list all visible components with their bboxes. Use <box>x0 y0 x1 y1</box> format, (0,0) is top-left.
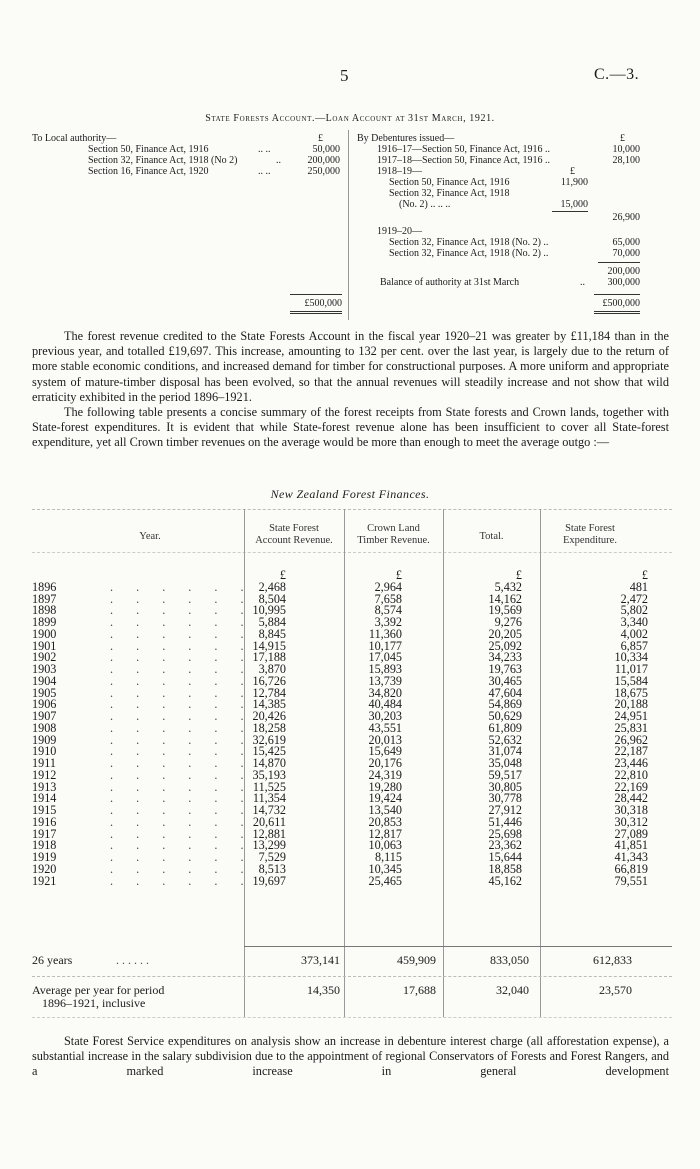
leader-dots: . . . . . . <box>110 861 254 876</box>
state-forest-revenue-cell: 11,525 <box>252 779 286 794</box>
expenditure-cell: 4,002 <box>620 626 648 641</box>
right-total: £500,000 <box>602 298 640 309</box>
left-item-amount: 250,000 <box>307 166 340 177</box>
crown-timber-revenue-cell: 20,853 <box>368 814 402 829</box>
year-cell: 1900 <box>32 626 57 641</box>
to-local-authority-label: To Local authority— <box>32 133 117 144</box>
expenditure-cell: 20,188 <box>614 697 648 712</box>
year-cell: 1904 <box>32 673 57 688</box>
crown-timber-revenue-cell: 15,649 <box>368 744 402 759</box>
crown-timber-revenue-cell: 10,177 <box>368 638 402 653</box>
expenditure-cell: 11,017 <box>614 662 648 676</box>
table-title: New Zealand Forest Finances. <box>270 487 430 501</box>
leader-dots: . . . . . . <box>110 603 254 618</box>
total-label: 26 years <box>32 953 73 967</box>
expenditure-cell: 41,851 <box>614 838 648 853</box>
year-cell: 1897 <box>32 591 57 606</box>
item-1919-amount: 65,000 <box>612 237 640 248</box>
item-1919-label: Section 32, Finance Act, 1918 (No. 2) .. <box>389 237 549 248</box>
crown-timber-revenue-cell: 10,063 <box>368 838 402 853</box>
total-cell: 9,276 <box>494 615 522 629</box>
left-item-amount: 50,000 <box>312 144 340 155</box>
crown-timber-revenue-cell: 24,319 <box>368 767 402 782</box>
currency-symbol: £ <box>641 568 648 582</box>
paragraph: The forest revenue credited to the State Forests Account in the fiscal year 1920–21 was greater by £11,184 than in the previous year, and totalled £19,697. This increase, amounting to 132 per cent. over the last year, is largely due to the return of more stable economic conditions, and increased demand for timber for constructional purposes. A more uniform and appropriate system of mature-timber disposal has been evolved, so that the annual revenues will steadily increase and not show that wild erraticity exhibited in the period 1896–1921. <box>32 329 669 404</box>
crown-timber-revenue-cell: 11,360 <box>368 626 402 641</box>
state-forest-revenue-cell: 10,995 <box>252 603 286 618</box>
leader-dots: . . . . . . <box>110 720 254 735</box>
right-line-amount: 10,000 <box>612 144 640 155</box>
year-cell: 1921 <box>32 873 57 888</box>
crown-timber-revenue-cell: 30,203 <box>368 709 402 723</box>
expenditure-cell: 66,819 <box>614 861 648 876</box>
total-cell: 25,092 <box>488 638 522 653</box>
leader-dots: . . . . . . <box>110 767 254 782</box>
crown-timber-revenue-cell: 20,176 <box>368 756 402 770</box>
state-forest-revenue-cell: 32,619 <box>252 732 286 747</box>
state-forest-revenue-cell: 8,504 <box>258 591 286 606</box>
leader-dots: . . . . . . <box>110 732 254 747</box>
right-currency-symbol: £ <box>620 133 625 144</box>
leader-dots: . . . . . . <box>110 638 254 653</box>
state-forest-revenue-cell: 16,726 <box>252 673 286 688</box>
left-total-rule <box>290 294 342 295</box>
total-cell: 19,763 <box>488 662 522 676</box>
crown-timber-revenue-cell: 7,658 <box>374 591 402 606</box>
total-value: 459,909 <box>397 953 436 967</box>
total-top-rule <box>244 946 672 947</box>
year-cell: 1908 <box>32 720 57 735</box>
total-cell: 27,912 <box>488 803 522 817</box>
crown-timber-revenue-cell: 19,424 <box>368 791 402 806</box>
state-forest-revenue-cell: 2,468 <box>258 579 286 594</box>
year-cell: 1898 <box>32 603 57 618</box>
average-value: 32,040 <box>496 983 529 997</box>
leader-dots: . . . . . . <box>110 744 254 759</box>
paragraph: The following table presents a concise summary of the forest receipts from State forests and Crown lands, together with State-forest expenditures. It is evident that while State-forest revenue alone has been insufficient to cover all State-forest expenditure, yet all Crown timber revenues on the average would be more than enough to meet the average outgo :— <box>32 405 669 450</box>
total-cell: 20,205 <box>488 626 522 641</box>
state-forest-revenue-cell: 20,426 <box>252 709 286 723</box>
right-subtotal: 200,000 <box>607 266 640 277</box>
header-crown-land-line1: Crown Land <box>367 523 420 534</box>
leader-dots: . . . . . . <box>110 803 254 817</box>
total-cell: 47,604 <box>488 685 522 700</box>
year-cell: 1896 <box>32 579 57 594</box>
table-header-rule <box>32 552 672 553</box>
total-dots: . . . . . . <box>116 953 149 967</box>
closing-paragraph: State Forest Service expenditures on analysis show an increase in debenture interest charge (all afforestation expense), a substantial increase in the salary subdivision due to the appointment of regional Conservators of Forests and Forest Rangers, and a marked increase in general development <box>32 1034 669 1079</box>
crown-timber-revenue-cell: 12,817 <box>368 826 402 841</box>
right-line-label: 1916–17—Section 50, Finance Act, 1916 .. <box>377 144 551 155</box>
expenditure-cell: 79,551 <box>614 873 648 888</box>
account-divider <box>348 130 349 320</box>
leader-dots: . . . . . . <box>110 626 254 641</box>
crown-timber-revenue-cell: 13,540 <box>368 803 402 817</box>
year-cell: 1910 <box>32 744 57 759</box>
state-forest-revenue-cell: 14,870 <box>252 756 286 770</box>
total-cell: 30,778 <box>488 791 522 806</box>
total-cell: 34,233 <box>488 650 522 665</box>
crown-timber-revenue-cell: 8,115 <box>375 850 402 864</box>
right-total-double-underline <box>594 313 640 314</box>
item-1919-label: Section 32, Finance Act, 1918 (No. 2) .. <box>389 248 549 259</box>
total-cell: 50,629 <box>488 709 522 723</box>
left-item-dots: .. .. <box>258 144 271 155</box>
table-body <box>32 570 672 887</box>
crown-timber-revenue-cell: 10,345 <box>368 861 402 876</box>
total-cell: 35,048 <box>488 756 522 770</box>
state-forest-revenue-cell: 14,915 <box>252 638 286 653</box>
balance-label: Balance of authority at 31st March <box>380 277 520 288</box>
leader-dots: . . . . . . <box>110 685 254 700</box>
year-cell: 1902 <box>32 650 57 665</box>
state-forest-revenue-cell: 7,529 <box>258 850 286 864</box>
expenditure-cell: 22,169 <box>614 779 648 794</box>
left-total: £500,000 <box>304 298 342 309</box>
sub-item-amount: 11,900 <box>560 177 588 188</box>
state-forest-revenue-cell: 14,732 <box>252 803 286 817</box>
expenditure-cell: 22,187 <box>614 744 648 759</box>
total-cell: 18,858 <box>488 861 522 876</box>
expenditure-cell: 3,340 <box>620 615 648 629</box>
year-cell: 1906 <box>32 697 57 712</box>
expenditure-cell: 15,584 <box>614 673 648 688</box>
year-cell: 1913 <box>32 779 57 794</box>
total-cell: 30,465 <box>488 673 522 688</box>
total-cell: 51,446 <box>488 814 522 829</box>
account-title: State Forests Account.—Loan Account at 31st March, 1921. <box>205 113 495 124</box>
leader-dots: . . . . . . <box>110 779 254 794</box>
state-forest-revenue-cell: 17,188 <box>252 650 286 665</box>
total-value: 612,833 <box>593 953 632 967</box>
crown-timber-revenue-cell: 17,045 <box>368 650 402 665</box>
crown-timber-revenue-cell: 3,392 <box>374 615 402 629</box>
leader-dots: . . . . . . <box>110 709 254 723</box>
crown-timber-revenue-cell: 25,465 <box>368 873 402 888</box>
average-value: 14,350 <box>307 983 340 997</box>
state-forest-revenue-cell: 8,845 <box>258 626 286 641</box>
expenditure-cell: 6,857 <box>620 638 648 653</box>
total-cell: 25,698 <box>488 826 522 841</box>
header-state-forest-line2: Account Revenue. <box>255 535 333 546</box>
total-bottom-rule <box>32 976 672 977</box>
header-state-forest-line1: State Forest <box>269 523 319 534</box>
state-forest-revenue-cell: 35,193 <box>252 767 286 782</box>
balance-amount: 300,000 <box>607 277 640 288</box>
state-forest-revenue-cell: 18,258 <box>252 720 286 735</box>
sub-rule <box>552 211 588 212</box>
year-cell: 1909 <box>32 732 57 747</box>
expenditure-cell: 22,810 <box>614 767 648 782</box>
table-bottom-rule <box>32 1017 672 1018</box>
leader-dots: . . . . . . <box>110 650 254 665</box>
state-forest-revenue-cell: 11,354 <box>252 791 286 806</box>
crown-timber-revenue-cell: 43,551 <box>368 720 402 735</box>
right-line-amount: 28,100 <box>612 155 640 166</box>
leader-dots: . . . . . . <box>110 591 254 606</box>
crown-timber-revenue-cell: 19,280 <box>368 779 402 794</box>
total-value: 373,141 <box>301 953 340 967</box>
year-cell: 1914 <box>32 791 57 806</box>
right-subtotal-rule <box>598 262 640 263</box>
header-expenditure-line2: Expenditure. <box>563 535 617 546</box>
left-item-label: Section 16, Finance Act, 1920 <box>88 166 209 177</box>
currency-symbol: £ <box>279 568 286 582</box>
page-number: 5 <box>340 66 349 85</box>
crown-timber-revenue-cell: 2,964 <box>374 579 402 594</box>
year-cell: 1907 <box>32 709 57 723</box>
sub-item-label: Section 50, Finance Act, 1916 <box>389 177 510 188</box>
left-item-dots: .. .. <box>258 166 271 177</box>
expenditure-cell: 5,802 <box>620 603 648 618</box>
state-forest-revenue-cell: 13,299 <box>252 838 286 853</box>
leader-dots: . . . . . . <box>110 615 254 629</box>
currency-symbol: £ <box>395 568 402 582</box>
year-cell: 1915 <box>32 803 57 817</box>
header-expenditure-line1: State Forest <box>565 523 615 534</box>
expenditure-cell: 30,318 <box>614 803 648 817</box>
year-cell: 1911 <box>32 756 56 770</box>
expenditure-cell: 28,442 <box>614 791 648 806</box>
right-total-underline <box>594 311 640 312</box>
year-cell: 1919 <box>32 850 57 864</box>
total-cell: 45,162 <box>488 873 522 888</box>
expenditure-cell: 18,675 <box>614 685 648 700</box>
total-cell: 52,632 <box>488 732 522 747</box>
left-total-underline <box>290 311 342 312</box>
year-cell: 1916 <box>32 814 57 829</box>
total-cell: 54,869 <box>488 697 522 712</box>
year-1919-label: 1919–20— <box>377 226 422 237</box>
leader-dots: . . . . . . <box>110 791 254 806</box>
total-cell: 14,162 <box>488 591 522 606</box>
currency-symbol: £ <box>515 568 522 582</box>
leader-dots: . . . . . . <box>110 697 254 712</box>
leader-dots: . . . . . . <box>110 673 254 688</box>
state-forest-revenue-cell: 8,513 <box>258 861 286 876</box>
document-reference: C.—3. <box>594 66 640 83</box>
state-forest-revenue-cell: 12,784 <box>252 685 286 700</box>
expenditure-cell: 23,446 <box>614 756 648 770</box>
sub-currency-symbol: £ <box>570 166 575 177</box>
left-item-label: Section 32, Finance Act, 1918 (No 2) <box>88 155 238 166</box>
left-item-dots: .. <box>276 155 281 166</box>
state-forest-revenue-cell: 14,385 <box>252 697 286 712</box>
balance-dots: .. <box>580 277 585 288</box>
leader-dots: . . . . . . <box>110 826 254 841</box>
table-top-rule <box>32 509 672 510</box>
header-crown-land-line2: Timber Revenue. <box>357 535 430 546</box>
year-cell: 1918 <box>32 838 57 853</box>
crown-timber-revenue-cell: 40,484 <box>368 697 402 712</box>
left-total-double-underline <box>290 313 342 314</box>
right-total-rule <box>594 294 640 295</box>
state-forest-revenue-cell: 5,884 <box>258 615 286 629</box>
average-label-line2: 1896–1921, inclusive <box>42 996 146 1010</box>
year-cell: 1903 <box>32 662 57 676</box>
year-cell: 1899 <box>32 615 57 629</box>
expenditure-cell: 2,472 <box>620 591 648 606</box>
state-forest-revenue-cell: 19,697 <box>252 873 286 888</box>
expenditure-cell: 481 <box>629 579 648 594</box>
sub-item-amount: 15,000 <box>560 199 588 210</box>
crown-timber-revenue-cell: 20,013 <box>368 732 402 747</box>
crown-timber-revenue-cell: 8,574 <box>374 603 402 618</box>
total-cell: 5,432 <box>494 579 522 594</box>
left-currency-symbol: £ <box>318 133 323 144</box>
average-value: 17,688 <box>403 983 436 997</box>
leader-dots: . . . . . . <box>110 850 254 864</box>
sub-item-label: (No. 2) .. .. .. <box>399 199 451 210</box>
total-cell: 19,569 <box>488 603 522 618</box>
total-cell: 61,809 <box>488 720 522 735</box>
sub-total: 26,900 <box>612 212 640 223</box>
state-forest-revenue-cell: 20,611 <box>252 814 286 829</box>
year-cell: 1901 <box>32 638 57 653</box>
total-value: 833,050 <box>490 953 529 967</box>
table-row <box>32 873 672 888</box>
leader-dots: . . . . . . <box>110 662 254 676</box>
expenditure-cell: 26,962 <box>614 732 648 747</box>
leader-dots: . . . . . . <box>110 838 254 853</box>
by-debentures-label: By Debentures issued— <box>357 133 455 144</box>
leader-dots: . . . . . . <box>110 814 254 829</box>
year-cell: 1920 <box>32 861 57 876</box>
sub-item-label: Section 32, Finance Act, 1918 <box>389 188 510 199</box>
left-item-amount: 200,000 <box>307 155 340 166</box>
expenditure-cell: 25,831 <box>614 720 648 735</box>
header-year: Year. <box>139 531 161 542</box>
total-cell: 15,644 <box>488 850 522 864</box>
expenditure-cell: 24,951 <box>614 709 648 723</box>
left-item-label: Section 50, Finance Act, 1916 <box>88 144 209 155</box>
year-cell: 1917 <box>32 826 57 841</box>
leader-dots: . . . . . . <box>110 579 254 594</box>
state-forest-revenue-cell: 3,870 <box>258 662 286 676</box>
header-total: Total. <box>479 531 504 542</box>
state-forest-revenue-cell: 12,881 <box>252 826 286 841</box>
expenditure-cell: 41,343 <box>614 850 648 864</box>
body-text <box>32 329 669 451</box>
expenditure-cell: 27,089 <box>614 826 648 841</box>
total-cell: 30,805 <box>488 779 522 794</box>
year-cell: 1912 <box>32 767 57 782</box>
expenditure-cell: 10,334 <box>614 650 648 665</box>
item-1919-amount: 70,000 <box>612 248 640 259</box>
state-forest-revenue-cell: 15,425 <box>252 744 286 759</box>
crown-timber-revenue-cell: 13,739 <box>368 673 402 688</box>
crown-timber-revenue-cell: 15,893 <box>368 662 402 676</box>
average-label-line1: Average per year for period <box>32 983 165 997</box>
right-line-label: 1917–18—Section 50, Finance Act, 1916 .. <box>377 155 551 166</box>
leader-dots: . . . . . . <box>110 756 254 770</box>
total-cell: 23,362 <box>488 838 522 853</box>
average-value: 23,570 <box>599 983 632 997</box>
right-line-label: 1918–19— <box>377 166 422 177</box>
total-cell: 59,517 <box>488 767 522 782</box>
expenditure-cell: 30,312 <box>614 814 648 829</box>
total-cell: 31,074 <box>488 744 522 759</box>
year-cell: 1905 <box>32 685 57 700</box>
crown-timber-revenue-cell: 34,820 <box>368 685 402 700</box>
leader-dots: . . . . . . <box>110 873 254 888</box>
